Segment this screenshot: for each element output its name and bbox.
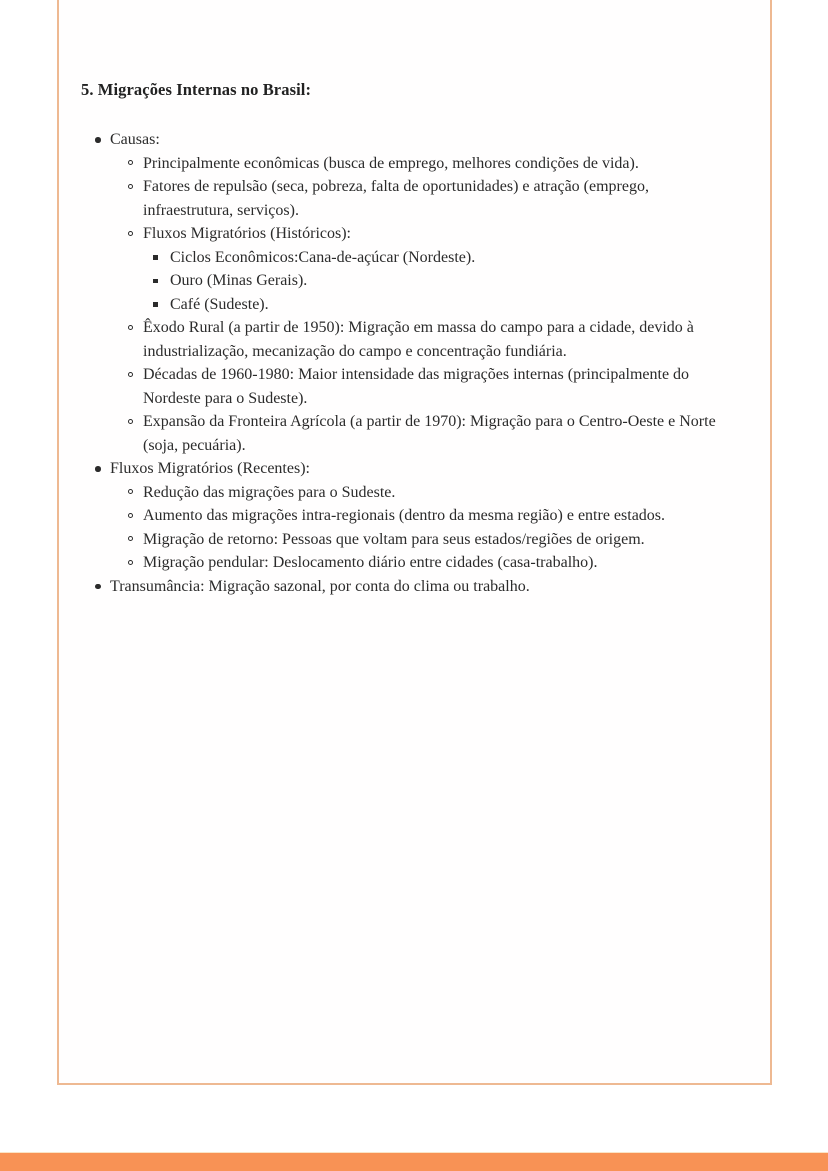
list-item bbox=[128, 363, 750, 410]
list-item bbox=[128, 551, 750, 575]
list-item bbox=[95, 575, 750, 599]
bullet-disc-icon bbox=[95, 137, 101, 143]
list-item-text: Café (Sudeste). bbox=[170, 295, 269, 313]
bullet-disc-icon bbox=[95, 466, 101, 472]
sub-bullet-list bbox=[128, 481, 750, 575]
footer-accent-bar bbox=[0, 1152, 828, 1171]
bullet-square-icon bbox=[153, 302, 158, 307]
bullet-circle-icon bbox=[128, 560, 133, 565]
sub-bullet-list bbox=[128, 152, 750, 458]
list-item bbox=[128, 528, 750, 552]
list-item bbox=[153, 246, 750, 270]
list-item-text: Migração pendular: Deslocamento diário entre cidades (casa-trabalho). bbox=[143, 554, 598, 571]
list-item-text: Causas: bbox=[110, 131, 160, 148]
bullet-square-icon bbox=[153, 255, 158, 260]
list-item-text: Transumância: Migração sazonal, por conta do clima ou trabalho. bbox=[110, 577, 530, 595]
bullet-circle-icon bbox=[128, 184, 133, 189]
bullet-circle-icon bbox=[128, 372, 133, 377]
list-item-text: Migração de retorno: Pessoas que voltam para seus estados/regiões de origem. bbox=[143, 530, 645, 548]
list-item-text: Principalmente econômicas (busca de emprego, melhores condições de vida). bbox=[143, 154, 639, 172]
sub-sub-bullet-list bbox=[153, 246, 750, 317]
bullet-square-icon bbox=[153, 279, 158, 284]
bullet-circle-icon bbox=[128, 513, 133, 518]
list-item bbox=[95, 457, 750, 575]
list-item bbox=[128, 152, 750, 176]
list-item bbox=[153, 269, 750, 293]
bullet-circle-icon bbox=[128, 489, 133, 494]
bullet-disc-icon bbox=[95, 584, 101, 590]
list-item-text: Aumento das migrações intra-regionais (dentro da mesma região) e entre estados. bbox=[143, 507, 666, 524]
list-item bbox=[128, 316, 750, 363]
list-item bbox=[128, 410, 750, 457]
list-item bbox=[128, 504, 750, 528]
list-item-text: Êxodo Rural (a partir de 1950): Migração em massa do campo para a cidade, devido à industrialização, mecanização do campo e concentração fundiária. bbox=[143, 319, 694, 360]
bullet-circle-icon bbox=[128, 536, 133, 541]
list-item-text: Décadas de 1960-1980: Maior intensidade das migrações internas (principalmente do Nordeste para o Sudeste). bbox=[143, 366, 690, 407]
list-item-text: Fluxos Migratórios (Recentes): bbox=[110, 460, 310, 477]
list-item bbox=[128, 222, 750, 316]
list-item bbox=[128, 175, 750, 222]
document-page-frame bbox=[57, 0, 772, 1085]
section-title: 5. Migrações Internas no Brasil: bbox=[81, 80, 312, 99]
list-item-text: Ouro (Minas Gerais). bbox=[170, 272, 308, 289]
bullet-circle-icon bbox=[128, 325, 133, 330]
list-item-text: Fatores de repulsão (seca, pobreza, falta de oportunidades) e atração (emprego, infraestrutura, serviços). bbox=[143, 178, 649, 219]
bullet-list bbox=[95, 128, 750, 598]
bullet-circle-icon bbox=[128, 160, 133, 165]
list-item-text: Redução das migrações para o Sudeste. bbox=[143, 483, 396, 501]
list-item bbox=[95, 128, 750, 457]
list-item bbox=[128, 481, 750, 505]
list-item bbox=[153, 293, 750, 317]
bullet-circle-icon bbox=[128, 419, 133, 424]
list-item-text: Fluxos Migratórios (Históricos): bbox=[143, 225, 351, 242]
bullet-circle-icon bbox=[128, 231, 133, 236]
list-item-text: Expansão da Fronteira Agrícola (a partir de 1970): Migração para o Centro-Oeste e Norte (soja, pecuária). bbox=[143, 413, 716, 454]
list-item-text: Ciclos Econômicos:Cana-de-açúcar (Nordeste). bbox=[170, 248, 476, 266]
